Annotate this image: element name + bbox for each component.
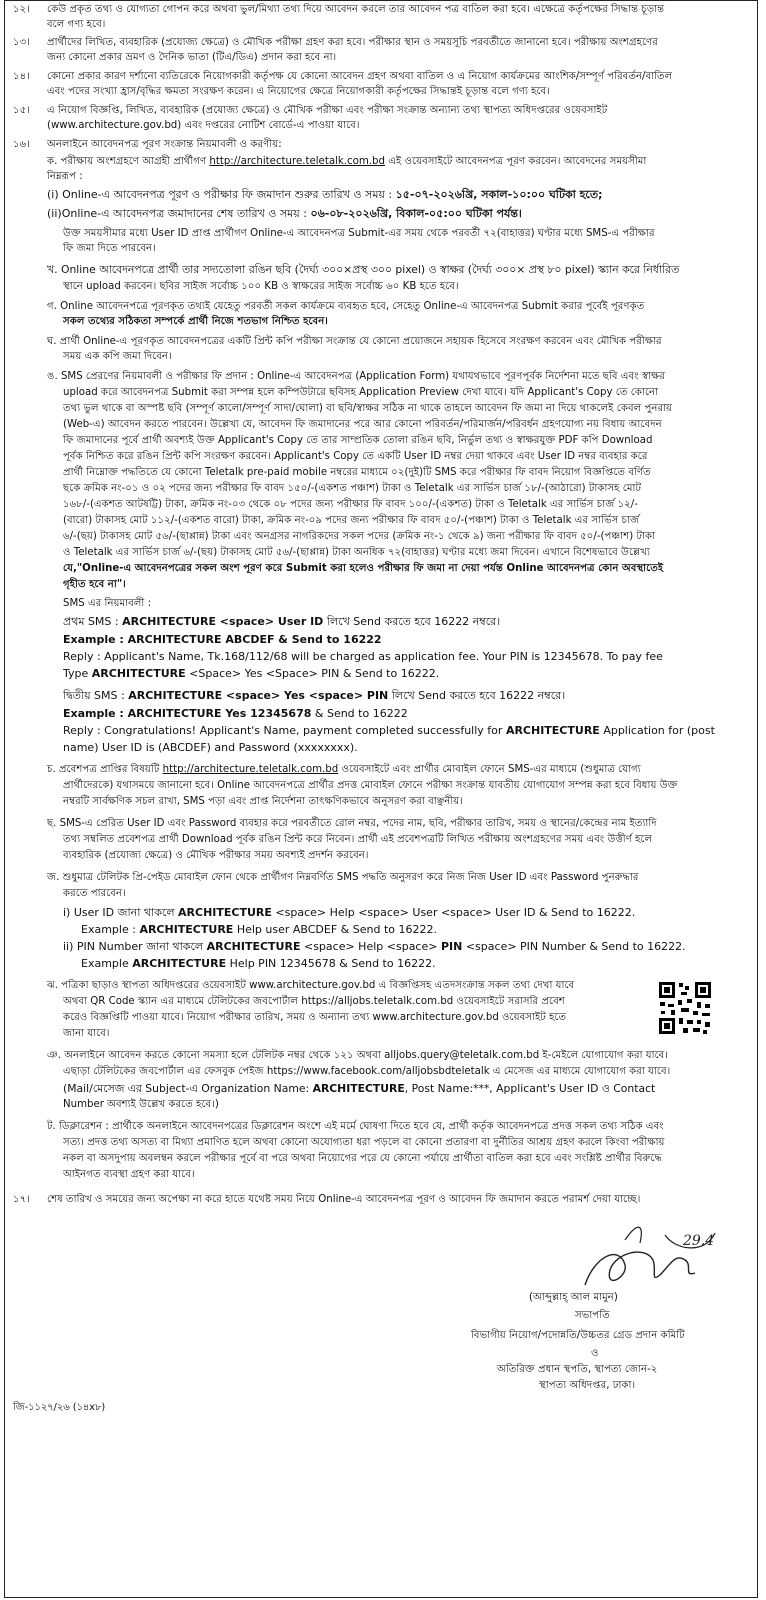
sec-k-start-date: (i) Online-এ আবেদনপত্র পূরণ ও পরীক্ষার ফি জমাদান শুরুর তারিখ ও সময় : ১৫-০৭-২০২৬খ্রি, সকাল-১০:০০ ঘটিকা হতে; bbox=[47, 188, 603, 201]
sec-j-userid: i) User ID জানা থাকলে ARCHITECTURE <space> Help <space> User <space> User ID & Send to 16222. bbox=[63, 906, 636, 919]
item-17-text: শেষ তারিখ ও সময়ের জন্য অপেক্ষা না করে হাতে যথেষ্ট সময় নিয়ে Online-এ আবেদনপত্র পূরণ ও আবেদন ফি জমাদান করতে পরামর্শ দেয়া যাচ্ছে। bbox=[47, 1194, 641, 1205]
footer-code: জি-১১২৭/২৬ (১৪x৮) bbox=[13, 1402, 106, 1413]
item-number: ১২। bbox=[13, 4, 30, 15]
sec-ch-line: চ. প্রবেশপত্র প্রাপ্তির বিষয়টি http://architecture.teletalk.com.bd ওয়েবসাইটে এবং প্রার্থীর মোবাইল ফোনে SMS-এর মাধ্যমে (শুধুমাত্র যোগ্য bbox=[47, 764, 641, 775]
sec-ng-bold-line: যে,"Online-এ আবেদনপত্রের সকল অংশ পূরণ করে Submit করা হলেও পরীক্ষার ফি জমা না দেয়া পর্যন্ত Online আবেদনপত্র কোন অবস্থাতেই bbox=[63, 563, 664, 574]
item-14-line: এবং পদের সংখ্যা হ্রাস/বৃদ্ধির ক্ষমতা সংরক্ষণ করেন। এ নিয়োগের ক্ষেত্রে নিয়োগকারী কর্তৃপক্ষের সিদ্ধান্তই চূড়ান্ত বলে গণ্য হবে। bbox=[47, 86, 550, 97]
sec-jh-line: করেও বিজ্ঞপ্তিটি পাওয়া যাবে। নিয়োগ পরীক্ষার তারিখ, সময় ও অন্যান্য তথ্য www.architecture.gov.bd ওয়েবসাইট হতে bbox=[63, 1012, 567, 1023]
teletalk-link[interactable]: http://architecture.teletalk.com.bd bbox=[209, 156, 385, 167]
sec-ng-line: ফি জমাদানের পূর্বে প্রার্থী অবশ্যই উক্ত Applicant's Copy তে তার সাম্প্রতিক তোলা রঙিন ছবি, নির্ভুল তথ্য ও স্বাক্ষরযুক্ত PDF কপি Download bbox=[63, 435, 653, 446]
signatory-title: সভাপতি bbox=[575, 1310, 610, 1321]
sms-example-1: Example : ARCHITECTURE ABCDEF & Send to 16222 bbox=[63, 633, 382, 646]
svg-text:29.4: 29.4 bbox=[683, 1233, 715, 1249]
signatory-and: ও bbox=[591, 1348, 599, 1359]
sec-j-pin-example: Example ARCHITECTURE Help PIN 12345678 & Send to 16222. bbox=[81, 957, 436, 970]
sms-heading: SMS এর নিয়মাবলী : bbox=[63, 598, 152, 609]
sec-jh-line: জানা যাবে। bbox=[63, 1028, 110, 1039]
sec-t-line: ট. ডিক্লারেশন : প্রার্থীকে অনলাইনে আবেদনপত্রের ডিক্লারেশন অংশে এই মর্মে ঘোষণা দিতে হবে যে, প্রার্থী কর্তৃক আবেদনপত্রে প্রদত্ত সকল তথ্য সঠিক এবং bbox=[47, 1121, 664, 1132]
item-15-line: এ নিয়োগ বিজ্ঞপ্তি, লিখিত, ব্যবহারিক (প্রযোজ্য ক্ষেত্রে) ও মৌখিক পরীক্ষা এবং পরীক্ষা সংক্রান্ত অন্যান্য তথ্য স্থাপত্য অধিদপ্তরের ওয়েবসাইট bbox=[47, 105, 608, 116]
sec-k-note: ফি জমা দিতে পারবেন। bbox=[63, 243, 156, 254]
sec-chh-line: ছ. SMS-এ প্রেরিত User ID এবং Password ব্যবহার করে পরবর্তীতে রোল নম্বর, পদের নাম, ছবি, পরীক্ষার তারিখ, সময় ও স্থানের/কেন্দ্রের নাম ইত্যাদি bbox=[47, 818, 657, 829]
sec-kh-line: স্থানে upload করবেন। ছবির সাইজ সর্বোচ্চ ১০০ KB ও স্বাক্ষরের সাইজ সর্বোচ্চ ৬০ KB হতে হবে। bbox=[63, 281, 459, 292]
sec-j-pin: ii) PIN Number জানা থাকলে ARCHITECTURE <space> Help <space> PIN <space> PIN Number & Send to 16222. bbox=[63, 940, 686, 953]
sec-nya-line: এছাড়া টেলিটকের জবপোর্টাল এর ফেসবুক পেইজ https://www.facebook.com/alljobsbdteletalk এ মেসেজ এর মাধ্যমে যোগাযোগ করা যাবে। bbox=[63, 1066, 671, 1077]
sms-second: দ্বিতীয় SMS : ARCHITECTURE <space> Yes <space> PIN লিখে Send করতে হবে 16222 নম্বরে। bbox=[63, 689, 566, 702]
sec-gh-line: ঘ. প্রার্থী Online-এ পূরণকৃত আবেদনপত্রের একটি প্রিন্ট কপি পরীক্ষা সংক্রান্ত যে কোনো প্রয়োজনে সহায়ক হিসেবে সংরক্ষণ করবেন এবং মৌখিক পরীক্ষার bbox=[47, 336, 662, 347]
sms-reply-1: Reply : Applicant's Name, Tk.168/112/68 will be charged as application fee. Your PIN is 12345678. To pay fee bbox=[63, 650, 663, 663]
sec-g-line: গ. Online আবেদনপত্রে পূরণকৃত তথ্যই যেহেতু পরবর্তী সকল কার্যক্রমে ব্যবহৃত হবে, সেহেতু Online-এ আবেদনপত্র Submit করার পূর্বেই পূরণকৃত bbox=[47, 301, 645, 312]
item-13-line: প্রার্থীদের লিখিত, ব্যবহারিক (প্রযোজ্য ক্ষেত্রে) ও মৌখিক পরীক্ষা গ্রহণ করা হবে। পরীক্ষার স্থান ও সময়সূচি পরবর্তীতে জানানো হবে। পরীক্ষায় অংশগ্রহণের bbox=[47, 37, 658, 48]
item-14-line: কোনো প্রকার কারণ দর্শানো ব্যতিরেকে নিয়োগকারী কর্তৃপক্ষ যে কোনো আবেদন গ্রহণ অথবা বাতিল ও এ নিয়োগ কার্যক্রমের আংশিক/সম্পূর্ণ পরিবর্তন/বাতিল bbox=[47, 71, 673, 82]
signatory-committee: বিভাগীয় নিয়োগ/পদোন্নতি/উচ্চতর গ্রেড প্রদান কমিটি bbox=[471, 1330, 685, 1341]
sec-g-line: সকল তথ্যের সঠিকতা সম্পর্কে প্রার্থী নিজে শতভাগ নিশ্চিত হবেন। bbox=[63, 316, 328, 327]
sec-ng-line: ৬/-(ছয়) টাকাসহ মোট ৫৬/-(ছাপ্পান্ন) টাকা এবং অনগ্রসর নাগরিকদের সকল পদের (ক্রমিক নং-১ থেকে ৯) জন্য পরীক্ষার ফি বাবদ ৫০/-(পঞ্চাশ) টাকা bbox=[63, 531, 656, 542]
notice-page bbox=[4, 0, 758, 1598]
sec-t-line: সত্য। প্রদত্ত তথ্য অসত্য বা মিথ্যা প্রমাণিত হলে অথবা কোনো অযোগ্যতা ধরা পড়লে বা কোনো প্রতারণা বা দুর্নীতির আশ্রয় গ্রহণ করলে কিংবা পরীক্ষায় bbox=[63, 1137, 665, 1148]
sec-ch-line: নম্বরটি সার্বক্ষণিক সচল রাখা, SMS পড়া এবং প্রাপ্ত নির্দেশনা তাৎক্ষণিকভাবে অনুসরণ করা বাঞ্ছনীয়। bbox=[63, 796, 463, 807]
item-number: ১৩। bbox=[13, 37, 30, 48]
sec-ng-line: ও Teletalk এর সার্ভিস চার্জ ৬/-(ছয়) টাকাসহ মোট ৫৬/-(ছাপ্পান্ন) টাকা অনধিক ৭২(বাহাত্তর) ঘণ্টার মধ্যে জমা দিবেন। এখানে বিশেষভাবে উল্লেখ্য bbox=[63, 547, 650, 558]
sec-k-line: নিম্নরূপ : bbox=[47, 171, 83, 182]
sec-ng-line: প্রার্থী নিম্নোক্ত পদ্ধতিতে যে কোনো Teletalk pre-paid mobile নম্বরের মাধ্যমে ০২(দুই)টি SMS করে পরীক্ষার ফি বাবদ নিয়োগ বিজ্ঞপ্তিতে বর্ণিত bbox=[63, 467, 651, 478]
item-16-heading: অনলাইনে আবেদনপত্র পূরণ সংক্রান্ত নিয়মাবলী ও করণীয়: bbox=[47, 139, 282, 150]
sec-k-note: উক্ত সময়সীমার মধ্যে User ID প্রাপ্ত প্রার্থীগণ Online-এ আবেদনপত্র Submit-এর সময় থেকে পরবর্তী ৭২(বাহাত্তর) ঘণ্টার মধ্যে SMS-এ পরীক্ষার bbox=[63, 228, 655, 239]
signatory-office: স্থাপত্য অধিদপ্তর, ঢাকা। bbox=[539, 1380, 636, 1391]
sec-gh-line: সময় এক কপি জমা দিবেন। bbox=[63, 351, 172, 362]
sec-ch-line: প্রার্থীদেরকে) যথাসময়ে জানানো হবে। Online আবেদনপত্রে প্রার্থীর প্রদত্ত মোবাইল ফোনে পরীক্ষা সংক্রান্ত যাবতীয় যোগাযোগ সম্পন্ন করা হবে বিধায় উক্ত bbox=[63, 780, 678, 791]
sec-ng-line: (Web-এ) আবেদন করতে পারবেন। উল্লেখ্য যে, আবেদন ফি জমাদানের পরে আর কোনো পরিবর্তন/পরিমার্জন/পরিবর্ধন গ্রহণযোগ্য নয় বিধায় আবেদন bbox=[63, 419, 662, 430]
sec-ng-line: তথ্য ভুল থাকে বা অস্পষ্ট ছবি (সম্পূর্ণ কালো/সম্পূর্ণ সাদা/ঘোলা) বা ছবি/স্বাক্ষর সঠিক না থাকে তাহলে আবেদন ফি জমা না দিয়ে থাকলেই কেবল পুনরায় bbox=[63, 403, 673, 414]
sec-chh-line: ব্যবহারিক (প্রযোজ্য ক্ষেত্রে) ও মৌখিক পরীক্ষার সময় অবশ্যই প্রদর্শন করবেন। bbox=[63, 850, 369, 861]
sec-j-line: করতে পারবেন। bbox=[63, 888, 126, 899]
sec-ng-line: ১৬৮/-(একশত আটষট্টি) টাকা, ক্রমিক নং-০৩ থেকে ০৮ পদের জন্য পরীক্ষার ফি বাবদ ১০০/-(একশত) টাকা ও Teletalk এর সার্ভিস চার্জ ১২/- bbox=[63, 499, 638, 510]
sec-nya-line: Number অবশ্যই উল্লেখ করতে হবে।) bbox=[63, 1099, 219, 1110]
sec-kh-line: খ. Online আবেদনপত্রে প্রার্থী তার সদ্যতোলা রঙিন ছবি (দৈর্ঘ্য ৩০০×প্রস্থ ৩০০ pixel) ও স্বাক্ষর (দৈর্ঘ্য ৩০০× প্রস্থ ৮০ pixel) স্ক্যান করে নির্ধারিত bbox=[47, 263, 680, 276]
sec-ng-bold-line: গৃহীত হবে না"। bbox=[63, 579, 126, 590]
teletalk-link[interactable]: http://architecture.teletalk.com.bd bbox=[162, 764, 339, 775]
sms-example-2: Example : ARCHITECTURE Yes 12345678 & Send to 16222 bbox=[63, 707, 408, 720]
item-number: ১৫। bbox=[13, 105, 30, 116]
sec-ng-line: পূর্বক নিশ্চিত করে রঙিন প্রিন্ট কপি সংরক্ষণ করবেন। Applicant's Copy তে একটি User ID নম্বর দেয়া থাকবে এবং User ID নম্বর ব্যবহার করে bbox=[63, 451, 648, 462]
sec-ng-line: upload করে আবেদনপত্র Submit করা সম্পন্ন হলে কম্পিউটারে ছবিসহ Application Preview দেখা যাবে। যদি Applicant's Copy তে কোনো bbox=[63, 387, 659, 398]
item-number: ১৪। bbox=[13, 71, 30, 82]
item-number: ১৭। bbox=[13, 1194, 30, 1205]
sms-reply-2b: name) User ID is (ABCDEF) and Password (xxxxxxxx). bbox=[63, 741, 358, 754]
signatory-name: (আব্দুল্লাহ্ আল মামুন) bbox=[529, 1292, 618, 1303]
sec-jh-line: অথবা QR Code স্ক্যান এর মাধ্যমে টেলিটকের জবপোর্টাল https://alljobs.teletalk.com.bd ওয়েবসাইটে সরাসরি প্রবেশ bbox=[63, 996, 565, 1007]
sec-chh-line: তথ্য সম্বলিত প্রবেশপত্র প্রার্থী Download পূর্বক রঙিন প্রিন্ট করে নিবেন। প্রার্থী এই প্রবেশপত্রটি লিখিত পরীক্ষায় অংশগ্রহণের সময় এবং উত্তীর্ণ হলে bbox=[63, 834, 653, 845]
sec-ng-line: (বারো) টাকাসহ মোট ১১২/-(একশত বারো) টাকা, ক্রমিক নং-০৯ পদের জন্য পরীক্ষার ফি বাবদ ৫০/-(পঞ্চাশ) টাকা ও Teletalk এর সার্ভিস চার্জ bbox=[63, 515, 640, 526]
sec-ng-line: ছকে ক্রমিক নং-০১ ও ০২ পদের জন্য পরীক্ষার ফি বাবদ ১৫০/-(একশত পঞ্চাশ) টাকা ও Teletalk এর সার্ভিস চার্জ ১৮/-(আঠারো) টাকাসহ মোট bbox=[63, 483, 642, 494]
sec-nya-subject: (Mail/মেসেজ এর Subject-এ Organization Name: ARCHITECTURE, Post Name:***, Applicant's User ID ও Contact bbox=[63, 1082, 656, 1095]
sms-reply-2: Reply : Congratulations! Applicant's Name, payment completed successfully for ARCHITECTURE Application for (post bbox=[63, 724, 715, 737]
item-12-line: কেউ প্রকৃত তথ্য ও যোগ্যতা গোপন করে অথবা ভুল/মিথ্যা তথ্য দিয়ে আবেদন করলে তার আবেদন পত্র বাতিল করা হবে। এক্ষেত্রে কর্তৃপক্ষের সিদ্ধান্ত চূড়ান্ত bbox=[47, 4, 665, 15]
sec-jh-line: ঝ. পত্রিকা ছাড়াও স্থাপত্য অধিদপ্তরের ওয়েবসাইট www.architecture.gov.bd এ বিজ্ঞপ্তিসহ এতদসংক্রান্ত সকল তথ্য দেখা যাবে bbox=[47, 980, 575, 991]
sec-k-end-date: (ii)Online-এ আবেদনপত্র জমাদানের শেষ তারিখ ও সময় : ০৬-০৮-২০২৬খ্রি, বিকাল-০৫:০০ ঘটিকা পর্যন্ত। bbox=[47, 207, 522, 220]
sms-reply-1b: Type ARCHITECTURE <Space> Yes <Space> PIN & Send to 16222. bbox=[63, 667, 440, 680]
sms-first: প্রথম SMS : ARCHITECTURE <space> User ID লিখে Send করতে হবে 16222 নম্বরে। bbox=[63, 615, 501, 628]
sec-k-line: ক. পরীক্ষায় অংশগ্রহণে আগ্রহী প্রার্থীগণ http://architecture.teletalk.com.bd এই ওয়েবসাইটে আবেদনপত্র পূরণ করবেন। আবেদনের সময়সীমা bbox=[47, 156, 647, 167]
sec-t-line: নকল বা অসদুপায় অবলম্বন করলে পরীক্ষার পূর্বে বা পরে অথবা নিয়োগের পরে যে কোনো পর্যায়ে প্রার্থীতা বাতিল করা হবে এবং সংশ্লিষ্ট প্রার্থীর বিরুদ্ধে bbox=[63, 1153, 662, 1164]
sec-t-line: আইনগত ব্যবস্থা গ্রহণ করা যাবে। bbox=[63, 1169, 195, 1180]
sec-j-userid-example: Example : ARCHITECTURE Help user ABCDEF & Send to 16222. bbox=[81, 923, 437, 936]
qr-code-icon[interactable] bbox=[657, 980, 713, 1036]
item-15-line: (www.architecture.gov.bd) এবং দপ্তরের নোটিশ বোর্ডে-এ পাওয়া যাবে। bbox=[47, 120, 360, 131]
top-rule bbox=[5, 0, 757, 1]
signatory-post: অতিরিক্ত প্রধান স্থপতি, স্থাপত্য জোন-২ bbox=[497, 1364, 658, 1375]
sec-nya-line: ঞ. অনলাইনে আবেদন করতে কোনো সমস্যা হলে টেলিটক নম্বর থেকে ১২১ অথবা alljobs.query@teletalk.com.bd ই-মেইলে যোগাযোগ করা যাবে। bbox=[47, 1050, 668, 1061]
item-12-line: বলে গণ্য হবে। bbox=[47, 19, 106, 30]
item-13-line: জন্য কোনো প্রকার ভ্রমণ ও দৈনিক ভাতা (টিএ/ডিএ) প্রদান করা হবে না। bbox=[47, 52, 337, 63]
sec-j-line: জ. শুধুমাত্র টেলিটক প্রি-পেইড মোবাইল ফোন থেকে প্রার্থীগণ নিম্নবর্ণিত SMS পদ্ধতি অনুসরণ করে নিজ নিজ User ID এবং Password পুনরুদ্ধার bbox=[47, 872, 639, 883]
sec-ng-line: ঙ. SMS প্রেরণের নিয়মাবলী ও পরীক্ষার ফি প্রদান : Online-এ আবেদনপত্র (Application Form) যথাযথভাবে পূরণপূর্বক নির্দেশনা মতে ছবি এবং স্বাক্ষর bbox=[47, 371, 665, 382]
item-number: ১৬। bbox=[13, 139, 30, 150]
